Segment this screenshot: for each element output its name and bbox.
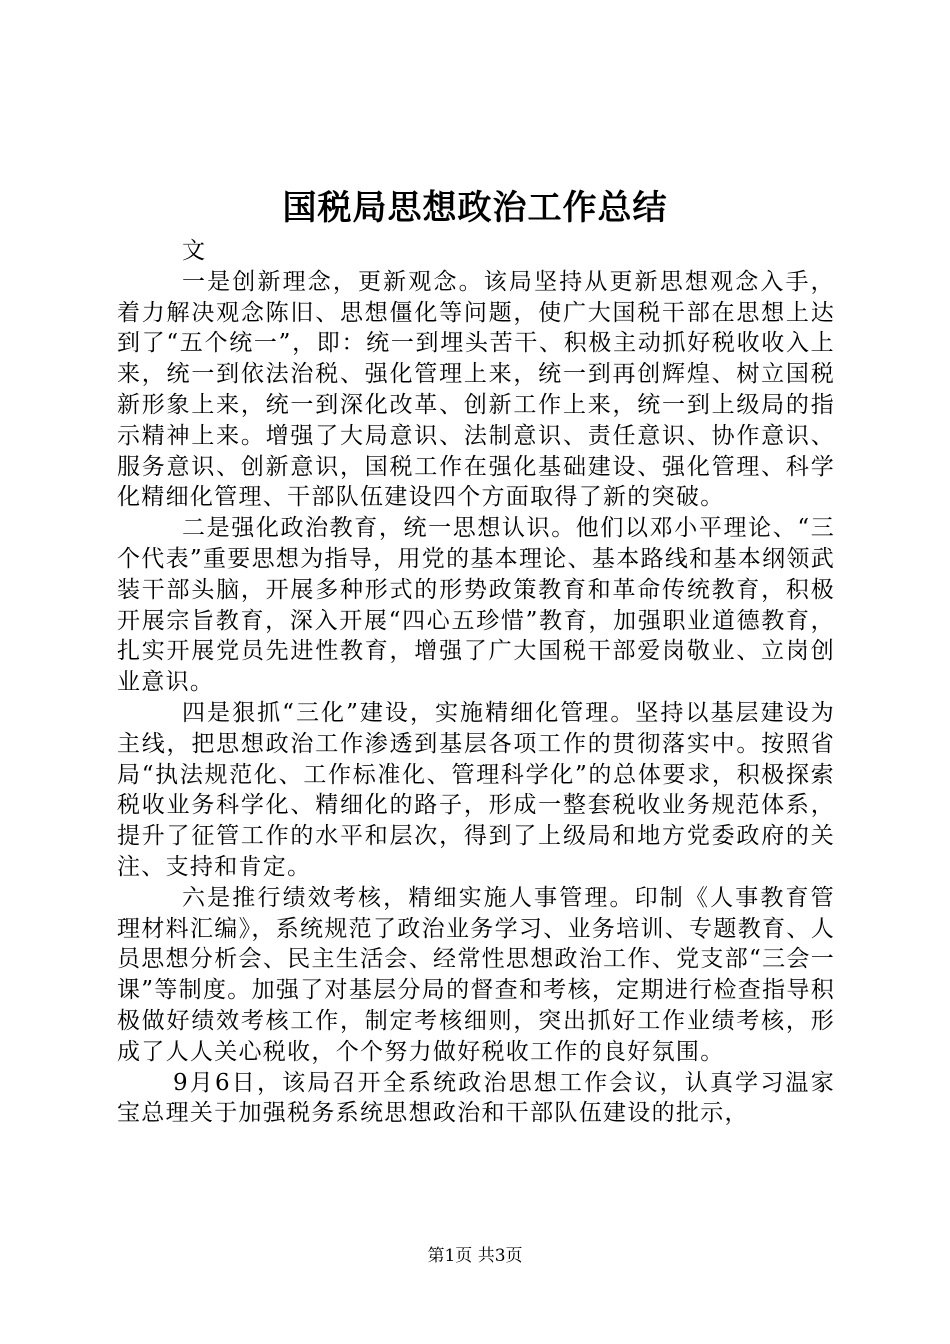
paragraph-5: 9月6日，该局召开全系统政治思想工作会议，认真学习温家宝总理关于加强税务系统思想政治和干部队伍建设的批示，	[117, 1069, 835, 1127]
page-footer	[0, 1245, 950, 1267]
paragraph-4: 六是推行绩效考核，精细实施人事管理。印制《人事教育管理材料汇编》，系统规范了政治业务学习、业务培训、专题教育、人员思想分析会、民主生活会、经常性思想政治工作、党支部“三会一课”等制度。加强了对基层分局的督查和考核，定期进行检查指导积极做好绩效考核工作，制定考核细则，突出抓好工作业绩考核，形成了人人关心税收，个个努力做好税收工作的良好氛围。	[117, 884, 835, 1065]
paragraph-1: 一是创新理念，更新观念。该局坚持从更新思想观念入手，着力解决观念陈旧、思想僵化等问题，使广大国税干部在思想上达到了“五个统一”，即：统一到埋头苦干、积极主动抓好税收收入上来，统一到依法治税、强化管理上来，统一到再创辉煌、树立国税新形象上来，统一到深化改革、创新工作上来，统一到上级局的指示精神上来。增强了大局意识、法制意识、责任意识、协作意识、服务意识、创新意识，国税工作在强化基础建设、强化管理、科学化精细化管理、干部队伍建设四个方面取得了新的突破。	[117, 268, 835, 511]
paragraph-2: 二是强化政治教育，统一思想认识。他们以邓小平理论、“三个代表”重要思想为指导，用党的基本理论、基本路线和基本纲领武装干部头脑，开展多种形式的形势政策教育和革命传统教育，积极开展宗旨教育，深入开展“四心五珍惜”教育，加强职业道德教育，扎实开展党员先进性教育，增强了广大国税干部爱岗敬业、立岗创业意识。	[117, 515, 835, 696]
document-body	[117, 236, 835, 1129]
paragraph-3: 四是狠抓“三化”建设，实施精细化管理。坚持以基层建设为主线，把思想政治工作渗透到基层各项工作的贯彻落实中。按照省局“执法规范化、工作标准化、管理科学化”的总体要求，积极探索税收业务科学化、精细化的路子，形成一整套税收业务规范体系，提升了征管工作的水平和层次，得到了上级局和地方党委政府的关注、支持和肯定。	[117, 699, 835, 880]
author-line: 文	[182, 238, 207, 264]
document-title: 国税局思想政治工作总结	[282, 188, 668, 228]
page-number: 第1页 共3页	[427, 1246, 523, 1266]
